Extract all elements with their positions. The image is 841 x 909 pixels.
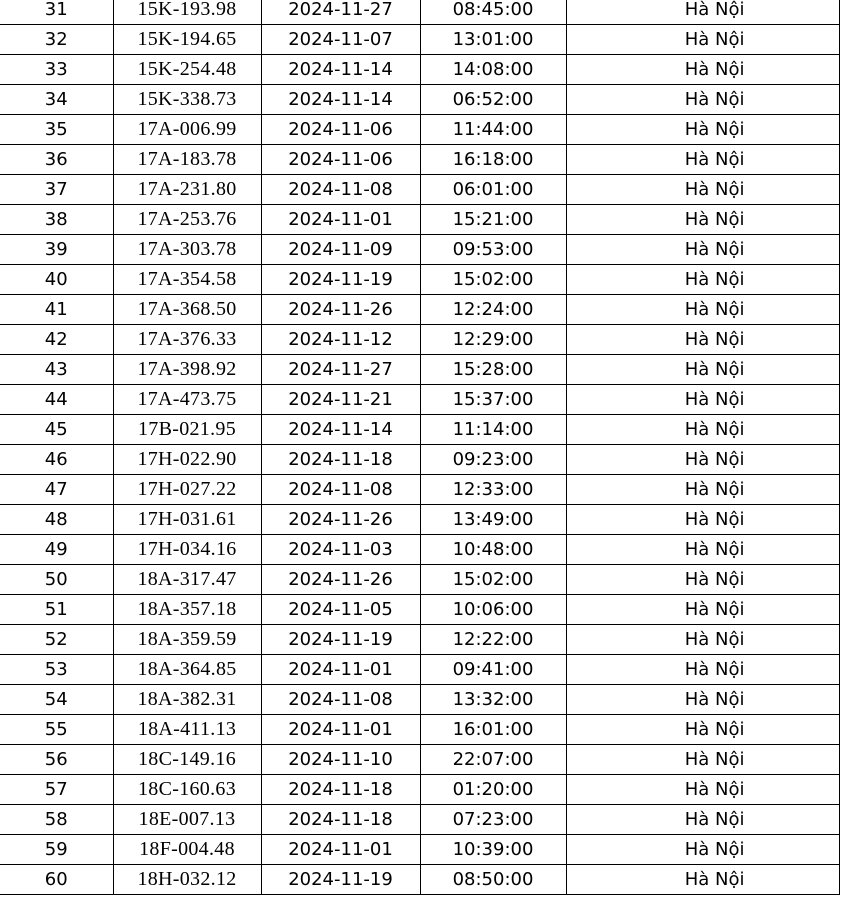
time-cell[interactable]: 06:01:00 xyxy=(420,175,566,205)
license-plate-cell[interactable]: 18A-357.18 xyxy=(113,595,261,625)
location-cell[interactable]: Hà Nội xyxy=(566,385,839,415)
location-cell[interactable]: Hà Nội xyxy=(566,355,839,385)
row-number-cell[interactable]: 33 xyxy=(0,55,113,85)
time-cell[interactable]: 13:49:00 xyxy=(420,505,566,535)
date-cell[interactable]: 2024-11-05 xyxy=(261,595,420,625)
time-cell[interactable]: 09:41:00 xyxy=(420,655,566,685)
time-cell[interactable]: 14:08:00 xyxy=(420,55,566,85)
table-row xyxy=(0,295,839,325)
time-cell[interactable]: 08:50:00 xyxy=(420,865,566,895)
location-cell[interactable]: Hà Nội xyxy=(566,745,839,775)
table-row xyxy=(0,265,839,295)
location-cell[interactable]: Hà Nội xyxy=(566,325,839,355)
location-cell[interactable]: Hà Nội xyxy=(566,85,839,115)
row-number-cell[interactable]: 49 xyxy=(0,535,113,565)
row-number-cell[interactable]: 58 xyxy=(0,805,113,835)
time-cell[interactable]: 16:18:00 xyxy=(420,145,566,175)
table-row xyxy=(0,745,839,775)
location-cell[interactable]: Hà Nội xyxy=(566,865,839,895)
date-cell[interactable]: 2024-11-14 xyxy=(261,85,420,115)
row-number-cell[interactable]: 54 xyxy=(0,685,113,715)
row-number-cell[interactable]: 48 xyxy=(0,505,113,535)
table-row xyxy=(0,145,839,175)
table-row xyxy=(0,415,839,445)
location-cell[interactable]: Hà Nội xyxy=(566,175,839,205)
row-number-cell[interactable]: 44 xyxy=(0,385,113,415)
location-cell[interactable]: Hà Nội xyxy=(566,295,839,325)
row-number-cell[interactable]: 56 xyxy=(0,745,113,775)
license-plate-cell[interactable]: 15K-254.48 xyxy=(113,55,261,85)
license-plate-cell[interactable]: 17A-253.76 xyxy=(113,205,261,235)
location-cell[interactable]: Hà Nội xyxy=(566,445,839,475)
table-row xyxy=(0,835,839,865)
time-cell[interactable]: 13:01:00 xyxy=(420,25,566,55)
location-cell[interactable]: Hà Nội xyxy=(566,505,839,535)
table-row xyxy=(0,715,839,745)
date-cell[interactable]: 2024-11-10 xyxy=(261,745,420,775)
license-plate-cell[interactable]: 17H-034.16 xyxy=(113,535,261,565)
time-cell[interactable]: 12:29:00 xyxy=(420,325,566,355)
location-cell[interactable]: Hà Nội xyxy=(566,55,839,85)
license-plate-cell[interactable]: 17A-368.50 xyxy=(113,295,261,325)
time-cell[interactable]: 15:37:00 xyxy=(420,385,566,415)
date-cell[interactable]: 2024-11-12 xyxy=(261,325,420,355)
license-plate-cell[interactable]: 17A-354.58 xyxy=(113,265,261,295)
time-cell[interactable]: 10:48:00 xyxy=(420,535,566,565)
license-plate-cell[interactable]: 17A-231.80 xyxy=(113,175,261,205)
row-number-cell[interactable]: 52 xyxy=(0,625,113,655)
row-number-cell[interactable]: 40 xyxy=(0,265,113,295)
date-cell[interactable]: 2024-11-14 xyxy=(261,55,420,85)
time-cell[interactable]: 15:02:00 xyxy=(420,565,566,595)
location-cell[interactable]: Hà Nội xyxy=(566,265,839,295)
table-row xyxy=(0,385,839,415)
date-cell[interactable]: 2024-11-07 xyxy=(261,25,420,55)
time-cell[interactable]: 09:23:00 xyxy=(420,445,566,475)
time-cell[interactable]: 01:20:00 xyxy=(420,775,566,805)
time-cell[interactable]: 09:53:00 xyxy=(420,235,566,265)
location-cell[interactable]: Hà Nội xyxy=(566,25,839,55)
row-number-cell[interactable]: 38 xyxy=(0,205,113,235)
location-cell[interactable]: Hà Nội xyxy=(566,805,839,835)
time-cell[interactable]: 07:23:00 xyxy=(420,805,566,835)
license-plate-cell[interactable]: 18E-007.13 xyxy=(113,805,261,835)
table-row xyxy=(0,595,839,625)
date-cell[interactable]: 2024-11-08 xyxy=(261,175,420,205)
date-cell[interactable]: 2024-11-19 xyxy=(261,865,420,895)
row-number-cell[interactable]: 50 xyxy=(0,565,113,595)
license-plate-cell[interactable]: 18C-160.63 xyxy=(113,775,261,805)
date-cell[interactable]: 2024-11-06 xyxy=(261,145,420,175)
date-cell[interactable]: 2024-11-26 xyxy=(261,565,420,595)
license-plate-cell[interactable]: 17A-398.92 xyxy=(113,355,261,385)
table-row xyxy=(0,0,839,25)
time-cell[interactable]: 12:24:00 xyxy=(420,295,566,325)
row-number-cell[interactable]: 32 xyxy=(0,25,113,55)
table-row xyxy=(0,805,839,835)
time-cell[interactable]: 12:33:00 xyxy=(420,475,566,505)
time-cell[interactable]: 10:06:00 xyxy=(420,595,566,625)
location-cell[interactable]: Hà Nội xyxy=(566,0,839,25)
license-plate-cell[interactable]: 15K-193.98 xyxy=(113,0,261,25)
license-plate-cell[interactable]: 17A-473.75 xyxy=(113,385,261,415)
date-cell[interactable]: 2024-11-21 xyxy=(261,385,420,415)
license-plate-cell[interactable]: 17A-376.33 xyxy=(113,325,261,355)
date-cell[interactable]: 2024-11-19 xyxy=(261,265,420,295)
date-cell[interactable]: 2024-11-06 xyxy=(261,115,420,145)
row-number-cell[interactable]: 41 xyxy=(0,295,113,325)
row-number-cell[interactable]: 35 xyxy=(0,115,113,145)
date-cell[interactable]: 2024-11-08 xyxy=(261,475,420,505)
table-row xyxy=(0,685,839,715)
date-cell[interactable]: 2024-11-01 xyxy=(261,835,420,865)
license-plate-cell[interactable]: 17H-022.90 xyxy=(113,445,261,475)
row-number-cell[interactable]: 60 xyxy=(0,865,113,895)
table-row xyxy=(0,355,839,385)
location-cell[interactable]: Hà Nội xyxy=(566,625,839,655)
row-number-cell[interactable]: 47 xyxy=(0,475,113,505)
time-cell[interactable]: 11:44:00 xyxy=(420,115,566,145)
location-cell[interactable]: Hà Nội xyxy=(566,115,839,145)
location-cell[interactable]: Hà Nội xyxy=(566,475,839,505)
table-row xyxy=(0,175,839,205)
license-plate-cell[interactable]: 18F-004.48 xyxy=(113,835,261,865)
row-number-cell[interactable]: 37 xyxy=(0,175,113,205)
table-row xyxy=(0,85,839,115)
row-number-cell[interactable]: 31 xyxy=(0,0,113,25)
license-plate-cell[interactable]: 17A-303.78 xyxy=(113,235,261,265)
time-cell[interactable]: 15:21:00 xyxy=(420,205,566,235)
license-plate-cell[interactable]: 15K-338.73 xyxy=(113,85,261,115)
location-cell[interactable]: Hà Nội xyxy=(566,535,839,565)
table-row xyxy=(0,115,839,145)
date-cell[interactable]: 2024-11-01 xyxy=(261,715,420,745)
location-cell[interactable]: Hà Nội xyxy=(566,775,839,805)
license-plate-cell[interactable]: 18C-149.16 xyxy=(113,745,261,775)
license-plate-cell[interactable]: 18A-411.13 xyxy=(113,715,261,745)
time-cell[interactable]: 15:28:00 xyxy=(420,355,566,385)
table-row xyxy=(0,205,839,235)
row-number-cell[interactable]: 34 xyxy=(0,85,113,115)
license-plate-cell[interactable]: 18H-032.12 xyxy=(113,865,261,895)
time-cell[interactable]: 22:07:00 xyxy=(420,745,566,775)
date-cell[interactable]: 2024-11-18 xyxy=(261,805,420,835)
row-number-cell[interactable]: 39 xyxy=(0,235,113,265)
table-row xyxy=(0,565,839,595)
date-cell[interactable]: 2024-11-01 xyxy=(261,205,420,235)
time-cell[interactable]: 16:01:00 xyxy=(420,715,566,745)
table-row xyxy=(0,775,839,805)
row-number-cell[interactable]: 59 xyxy=(0,835,113,865)
location-cell[interactable]: Hà Nội xyxy=(566,145,839,175)
license-plate-cell[interactable]: 18A-359.59 xyxy=(113,625,261,655)
date-cell[interactable]: 2024-11-26 xyxy=(261,295,420,325)
location-cell[interactable]: Hà Nội xyxy=(566,655,839,685)
location-cell[interactable]: Hà Nội xyxy=(566,415,839,445)
time-cell[interactable]: 06:52:00 xyxy=(420,85,566,115)
table-row xyxy=(0,475,839,505)
location-cell[interactable]: Hà Nội xyxy=(566,235,839,265)
license-plate-cell[interactable]: 18A-317.47 xyxy=(113,565,261,595)
table-row xyxy=(0,445,839,475)
row-number-cell[interactable]: 46 xyxy=(0,445,113,475)
row-number-cell[interactable]: 43 xyxy=(0,355,113,385)
location-cell[interactable]: Hà Nội xyxy=(566,715,839,745)
license-plate-cell[interactable]: 17A-183.78 xyxy=(113,145,261,175)
time-cell[interactable]: 12:22:00 xyxy=(420,625,566,655)
license-plate-cell[interactable]: 17H-027.22 xyxy=(113,475,261,505)
date-cell[interactable]: 2024-11-08 xyxy=(261,685,420,715)
date-cell[interactable]: 2024-11-19 xyxy=(261,625,420,655)
table-row xyxy=(0,535,839,565)
table-row xyxy=(0,865,839,895)
time-cell[interactable]: 10:39:00 xyxy=(420,835,566,865)
row-number-cell[interactable]: 55 xyxy=(0,715,113,745)
table-row xyxy=(0,505,839,535)
license-plate-cell[interactable]: 18A-382.31 xyxy=(113,685,261,715)
date-cell[interactable]: 2024-11-14 xyxy=(261,415,420,445)
row-number-cell[interactable]: 45 xyxy=(0,415,113,445)
license-plate-cell[interactable]: 17H-031.61 xyxy=(113,505,261,535)
location-cell[interactable]: Hà Nội xyxy=(566,595,839,625)
date-cell[interactable]: 2024-11-18 xyxy=(261,775,420,805)
date-cell[interactable]: 2024-11-18 xyxy=(261,445,420,475)
table-row xyxy=(0,55,839,85)
table-row xyxy=(0,25,839,55)
license-plate-cell[interactable]: 15K-194.65 xyxy=(113,25,261,55)
location-cell[interactable]: Hà Nội xyxy=(566,565,839,595)
date-cell[interactable]: 2024-11-27 xyxy=(261,355,420,385)
location-cell[interactable]: Hà Nội xyxy=(566,685,839,715)
row-number-cell[interactable]: 57 xyxy=(0,775,113,805)
license-plate-cell[interactable]: 18A-364.85 xyxy=(113,655,261,685)
license-plate-cell[interactable]: 17A-006.99 xyxy=(113,115,261,145)
time-cell[interactable]: 11:14:00 xyxy=(420,415,566,445)
table-row xyxy=(0,655,839,685)
date-cell[interactable]: 2024-11-27 xyxy=(261,0,420,25)
time-cell[interactable]: 15:02:00 xyxy=(420,265,566,295)
location-cell[interactable]: Hà Nội xyxy=(566,205,839,235)
date-cell[interactable]: 2024-11-09 xyxy=(261,235,420,265)
time-cell[interactable]: 08:45:00 xyxy=(420,0,566,25)
row-number-cell[interactable]: 36 xyxy=(0,145,113,175)
table-row xyxy=(0,235,839,265)
date-cell[interactable]: 2024-11-26 xyxy=(261,505,420,535)
table-row xyxy=(0,325,839,355)
date-cell[interactable]: 2024-11-03 xyxy=(261,535,420,565)
row-number-cell[interactable]: 51 xyxy=(0,595,113,625)
table-row xyxy=(0,625,839,655)
date-cell[interactable]: 2024-11-01 xyxy=(261,655,420,685)
time-cell[interactable]: 13:32:00 xyxy=(420,685,566,715)
location-cell[interactable]: Hà Nội xyxy=(566,835,839,865)
row-number-cell[interactable]: 42 xyxy=(0,325,113,355)
license-plate-cell[interactable]: 17B-021.95 xyxy=(113,415,261,445)
row-number-cell[interactable]: 53 xyxy=(0,655,113,685)
